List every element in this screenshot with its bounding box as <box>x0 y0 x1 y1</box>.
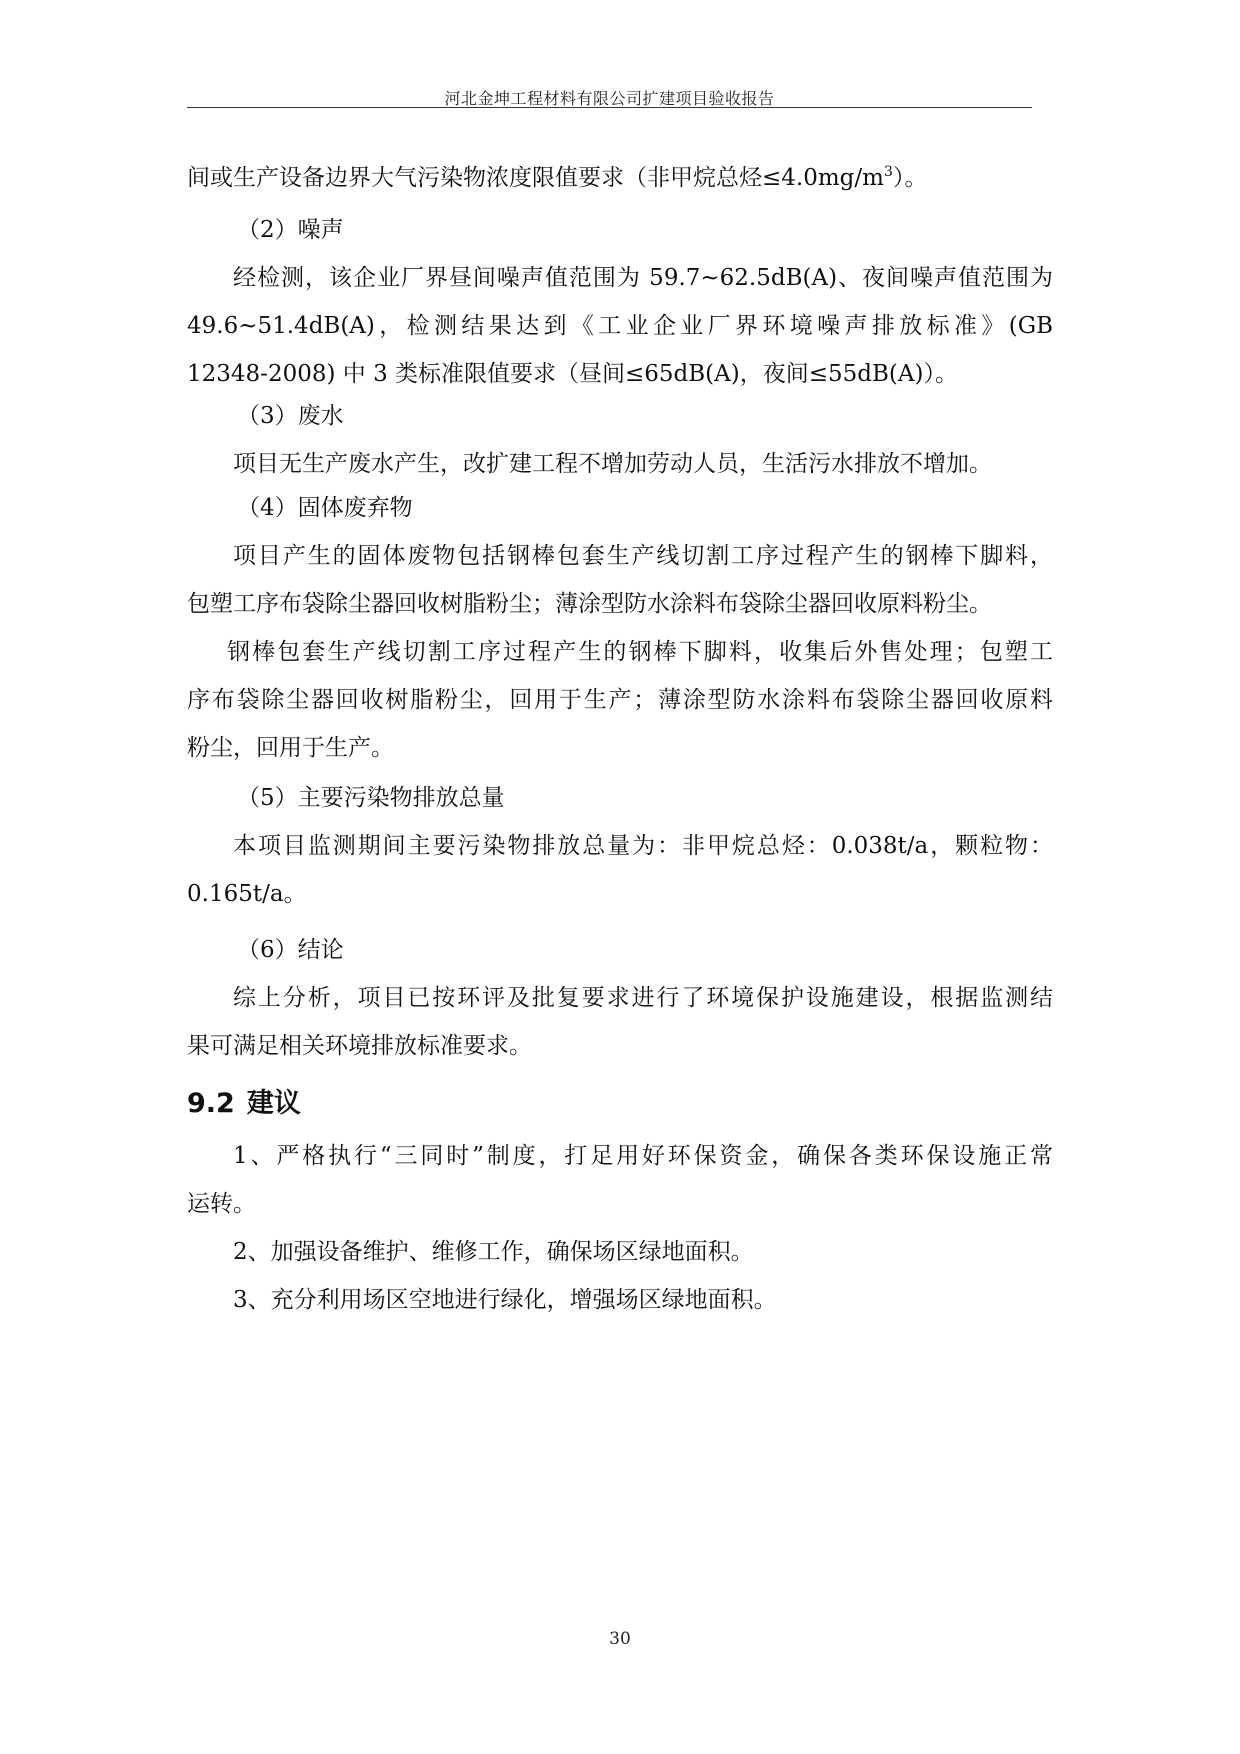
paragraph-line: 钢棒包套生产线切割工序过程产生的钢棒下脚料，收集后外售处理；包塑工 <box>227 639 1053 665</box>
subsection-heading-noise: （2）噪声 <box>237 217 344 243</box>
page-number: 30 <box>609 1629 631 1649</box>
paragraph-line: 综上分析，项目已按环评及批复要求进行了环境保护设施建设，根据监测结 <box>233 985 1053 1011</box>
recommendation-line: 运转。 <box>187 1191 256 1217</box>
subsection-heading-solid-waste: （4）固体废弃物 <box>237 495 413 521</box>
paragraph-line: 果可满足相关环境排放标准要求。 <box>187 1033 532 1059</box>
paragraph-line: 本项目监测期间主要污染物排放总量为：非甲烷总烃：0.038t/a，颗粒物： <box>233 833 1053 859</box>
header-divider <box>187 107 1032 108</box>
subsection-heading-wastewater: （3）废水 <box>237 403 344 429</box>
subsection-heading-emissions: （5）主要污染物排放总量 <box>237 785 505 811</box>
paragraph-text: 间或生产设备边界大气污染物浓度限值要求（非甲烷总烃≤4.0mg/m <box>187 165 884 191</box>
recommendation-line: 1、严格执行“三同时”制度，打足用好环保资金，确保各类环保设施正常 <box>233 1143 1053 1169</box>
paragraph-line <box>187 154 1053 202</box>
section-title: 建议 <box>246 1088 301 1119</box>
superscript: 3 <box>883 164 893 180</box>
paragraph-line: 经检测，该企业厂界昼间噪声值范围为 59.7~62.5dB(A)、夜间噪声值范围为 <box>233 265 1053 291</box>
paragraph-line: 12348-2008) 中 3 类标准限值要求（昼间≤65dB(A)，夜间≤55dB(A)）。 <box>187 361 958 387</box>
paragraph-line: 49.6~51.4dB(A)，检测结果达到《工业企业厂界环境噪声排放标准》(GB <box>187 313 1053 339</box>
document-body <box>187 154 1053 1324</box>
page-header-title: 河北金坤工程材料有限公司扩建项目验收报告 <box>444 89 775 108</box>
recommendation-line: 3、充分利用场区空地进行绿化，增强场区绿地面积。 <box>233 1287 777 1313</box>
paragraph-text: ）。 <box>892 165 928 191</box>
subsection-heading-conclusion: （6）结论 <box>237 937 344 963</box>
paragraph-line: 0.165t/a。 <box>187 881 307 907</box>
paragraph-line: 项目无生产废水产生，改扩建工程不增加劳动人员，生活污水排放不增加。 <box>233 451 992 477</box>
paragraph-line: 项目产生的固体废物包括钢棒包套生产线切割工序过程产生的钢棒下脚料， <box>233 543 1053 569</box>
paragraph-line: 包塑工序布袋除尘器回收树脂粉尘；薄涂型防水涂料布袋除尘器回收原料粉尘。 <box>187 591 992 617</box>
section-heading-9-2 <box>187 1076 1053 1132</box>
section-number: 9.2 <box>187 1088 235 1119</box>
paragraph-line: 粉尘，回用于生产。 <box>187 735 394 761</box>
paragraph-line: 序布袋除尘器回收树脂粉尘，回用于生产；薄涂型防水涂料布袋除尘器回收原料 <box>187 687 1053 713</box>
recommendation-line: 2、加强设备维护、维修工作，确保场区绿地面积。 <box>233 1239 754 1265</box>
